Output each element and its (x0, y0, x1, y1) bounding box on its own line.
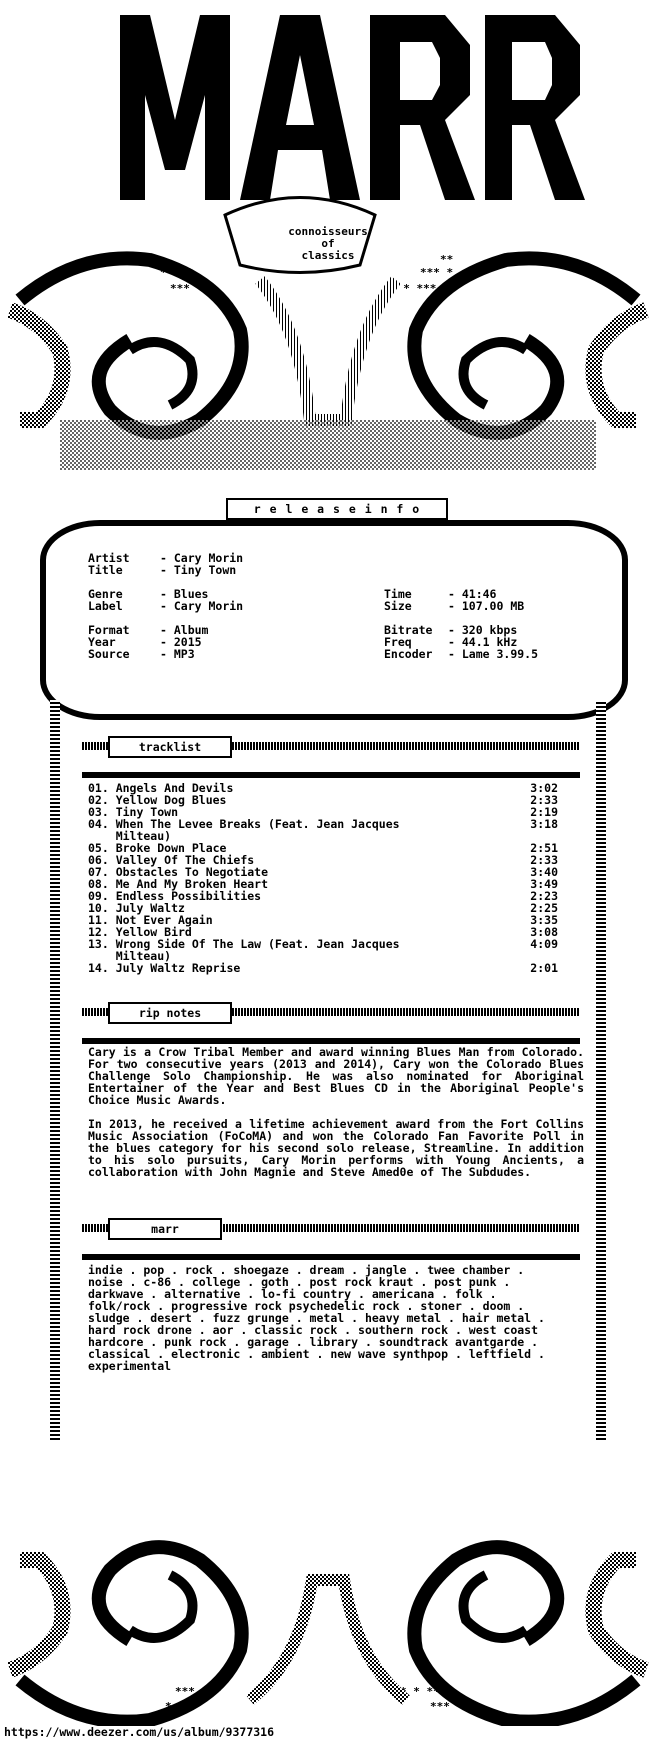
marr-logo-art (0, 0, 656, 560)
right-swirl-ornament (390, 253, 646, 433)
track-duration: 3:02 (530, 781, 558, 795)
svg-text:* ***: * *** (160, 266, 194, 279)
time-row: Time - 41:46 (384, 587, 497, 601)
rip-notes-paragraph-1: Cary is a Crow Tribal Member and award winning Blues Man from Colorado. For two consecutive years (2013 and 2014), Cary won the Colorado Blues Challenge Solo Championship. He was also nominated for Aboriginal Entertainer of the Year and Best Blues CD in the Aboriginal People's Choice Music Awards. (88, 1045, 584, 1107)
encoder-label: Encoder (384, 647, 433, 661)
track-title: 08. Me And My Broken Heart (88, 877, 269, 891)
track-title: 12. Yellow Bird (88, 925, 192, 939)
track-duration: 2:33 (530, 793, 558, 807)
bottom-swirl-art (0, 1430, 656, 1726)
track-title: 01. Angels And Devils (88, 781, 234, 795)
bottom-left-swirl (10, 1547, 242, 1725)
label-value: Cary Morin (173, 599, 244, 613)
source-label: Source (88, 647, 130, 661)
encoder-value: Lame 3.99.5 (461, 647, 539, 661)
source-url[interactable]: https://www.deezer.com/us/album/9377316 (4, 1725, 275, 1739)
svg-text:**: ** (480, 1712, 494, 1725)
track-title: 07. Obstacles To Negotiate (88, 865, 269, 879)
artist-value: Cary Morin (173, 551, 244, 565)
time-label: Time (384, 587, 412, 601)
logo-letters (120, 15, 585, 200)
bitrate-value: 320 kbps (461, 623, 518, 637)
svg-text:* * ***: * * *** (400, 1685, 447, 1698)
track-duration: 2:25 (530, 901, 558, 915)
release-info-tag: r e l e a s e i n f o (226, 498, 448, 520)
tagline (256, 226, 400, 262)
track-duration: 3:35 (530, 913, 558, 927)
size-row: Size - 107.00 MB (384, 599, 525, 613)
track-title: 09. Endless Possibilities (88, 889, 262, 903)
left-frame-column (50, 700, 60, 1440)
genre-list: indie . pop . rock . shoegaze . dream . jangle . twee chamber . noise . c-86 . college . goth . post rock kraut . post punk . darkwave . alternative . lo-fi country . americana . folk . folk/rock . progressive rock psychedelic rock . stoner . doom . sludge . desert . fuzz grunge . metal . heavy metal . hair metal . hard rock drone . aor . classic rock . southern rock . west coast hardcore . punk rock . garage . library . soundtrack avantgarde . classical . electronic . ambient . new wave synthpop . leftfield . experimental (88, 1263, 545, 1373)
freq-row: Freq - 44.1 kHz (384, 635, 518, 649)
encoder-row: Encoder - Lame 3.99.5 (384, 647, 539, 661)
track-title: 02. Yellow Dog Blues (88, 793, 227, 807)
track-duration: 3:40 (530, 865, 558, 879)
track-duration: 3:49 (530, 877, 558, 891)
svg-text:* * ***: * * *** (390, 282, 437, 295)
track-duration: 4:09 (530, 937, 558, 951)
track-duration: 2:01 (530, 961, 558, 975)
track-title: 10. July Waltz (88, 901, 185, 915)
label-row: Label - Cary Morin (88, 599, 244, 613)
title-row: Title - Tiny Town (88, 563, 237, 577)
svg-text:*** *: *** * (430, 1700, 464, 1713)
track-duration: 3:18 (530, 817, 558, 831)
tracklist-tag: tracklist (108, 736, 232, 758)
svg-text:**: ** (440, 253, 454, 266)
release-info-box (40, 520, 628, 720)
genre-value: Blues (173, 587, 209, 601)
year-value: 2015 (173, 635, 202, 649)
left-swirl-ornament (10, 252, 242, 433)
svg-text:* ***: * *** (165, 1700, 199, 1713)
svg-text:**: ** (140, 252, 154, 266)
tagline-line-2: of (321, 237, 335, 250)
size-value: 107.00 MB (461, 599, 525, 613)
title-value: Tiny Town (173, 563, 237, 577)
format-value: Album (173, 623, 209, 637)
rip-notes-underline (82, 1038, 580, 1044)
rip-notes-tag: rip notes (108, 1002, 232, 1024)
freq-value: 44.1 kHz (461, 635, 518, 649)
bottom-right-swirl (400, 1547, 646, 1725)
track-title: 14. July Waltz Reprise (88, 961, 241, 975)
track-title: 05. Broke Down Place (88, 841, 227, 855)
rip-notes-paragraph-2: In 2013, he received a lifetime achievement award from the Fort Collins Music Association (FoCoMA) and won the Colorado Fan Favorite Poll in the blues category for his second solo release, Streamline. In addition to his solo pursuits, Cary Morin performs with Young Ancients, a collaboration with John Magnie and Steve Amed0e of The Subdudes. (88, 1117, 584, 1179)
format-label: Format (88, 623, 130, 637)
right-frame-column (596, 700, 606, 1440)
year-row: Year - 2015 (88, 635, 202, 649)
tagline-line-1: connoisseurs (288, 225, 368, 238)
marr-tag: marr (108, 1218, 222, 1240)
genre-row: Genre - Blues (88, 587, 209, 601)
genre-label: Genre (88, 587, 123, 601)
track-duration: 2:23 (530, 889, 558, 903)
tagline-line-3: classics (301, 249, 355, 262)
svg-text:**: ** (150, 1712, 164, 1725)
svg-text:*** * *: *** * * (175, 1685, 222, 1698)
track-title: 06. Valley Of The Chiefs (88, 853, 255, 867)
track-title-continued: Milteau) (88, 829, 172, 843)
artist-row: Artist - Cary Morin (88, 551, 244, 565)
size-label: Size (384, 599, 412, 613)
marr-underline (82, 1254, 580, 1260)
track-title: 11. Not Ever Again (88, 913, 213, 927)
track-title: 04. When The Levee Breaks (Feat. Jean Jacques (88, 817, 400, 831)
bitrate-label: Bitrate (384, 623, 433, 637)
svg-text:*** *: *** * (420, 266, 454, 279)
track-title: 03. Tiny Town (88, 805, 179, 819)
track-row (88, 962, 558, 974)
track-duration: 3:08 (530, 925, 558, 939)
track-row (88, 938, 558, 962)
source-value: MP3 (173, 647, 195, 661)
track-duration: 2:33 (530, 853, 558, 867)
svg-text:*** * *: *** * * (170, 282, 217, 295)
track-row (88, 818, 558, 842)
track-title-continued: Milteau) (88, 949, 172, 963)
artist-label: Artist (88, 551, 130, 565)
tracklist-underline (82, 772, 580, 778)
bitrate-row: Bitrate - 320 kbps (384, 623, 518, 637)
source-row: Source - MP3 (88, 647, 195, 661)
format-row: Format - Album (88, 623, 209, 637)
track-duration: 2:51 (530, 841, 558, 855)
track-title: 13. Wrong Side Of The Law (Feat. Jean Jacques (88, 937, 400, 951)
title-label: Title (88, 563, 123, 577)
year-label: Year (88, 635, 116, 649)
label-label: Label (88, 599, 123, 613)
time-value: 41:46 (461, 587, 497, 601)
track-duration: 2:19 (530, 805, 558, 819)
freq-label: Freq (384, 635, 412, 649)
